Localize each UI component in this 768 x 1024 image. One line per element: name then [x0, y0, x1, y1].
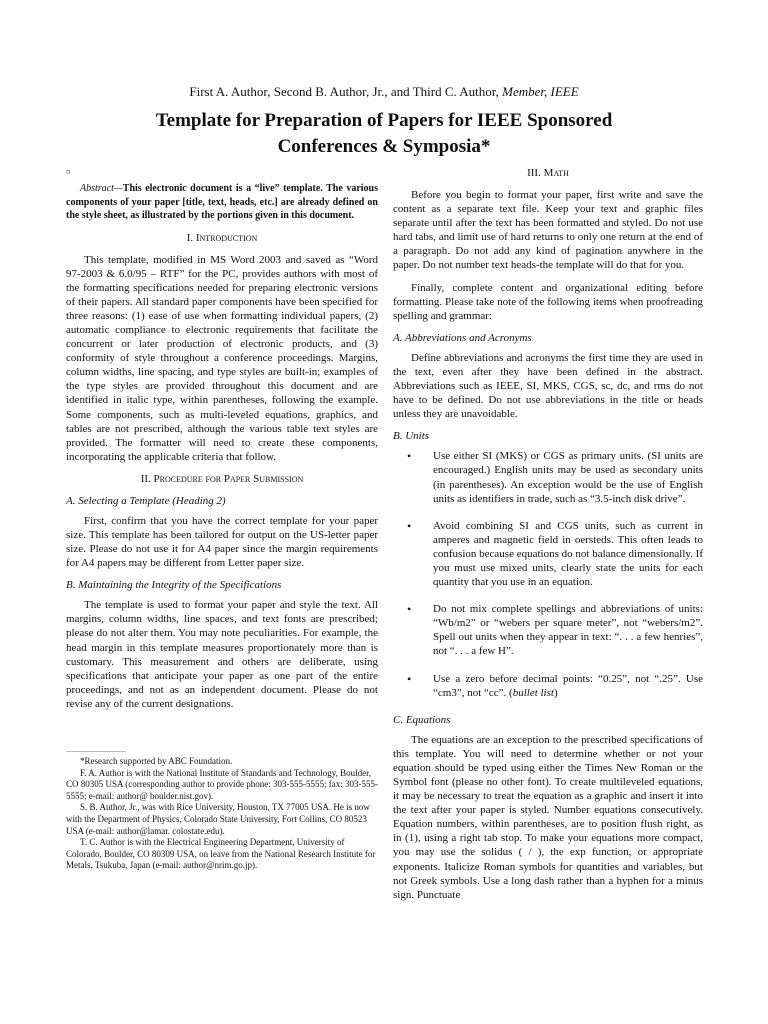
paper-title: Template for Preparation of Papers for IEEE Sponsored Conferences & Symposia* — [155, 110, 613, 157]
section-number: III. — [527, 167, 544, 179]
abstract — [66, 182, 378, 223]
footnote: T. C. Author is with the Electrical Engineering Department, University of Colorado, Boulder, CO 80309 USA, on leave from the National Research Institute for Metals, Tsukuba, Japan (e-mail: author@nrim.go.jp). — [66, 837, 376, 871]
footnotes — [66, 756, 378, 872]
integrity-paragraph: The template is used to format your paper and style the text. All margins, column widths, line spaces, and text fonts are prescribed; please do not alter them. You may note peculiarities. For example, the head margin in this template measures proportionately more than is customary. This measurement and others are deliberate, using specifications that anticipate your paper as one part of the entire proceedings, and not as an independent document. Please do not revise any of the current designations. — [66, 599, 378, 710]
section-title: Math — [543, 167, 569, 179]
footnote: *Research supported by ABC Foundation. — [80, 756, 233, 767]
subheading-equations: C. Equations — [393, 713, 451, 726]
abstract-label: Abstract— — [80, 183, 123, 194]
footnote: F. A. Author is with the National Institute of Standards and Technology, Boulder, CO 80305 USA (corresponding author to provide phone: 303-555-5555; fax: 303-555-5555; e-mail: author@ boulder.nist.gov). — [66, 767, 378, 801]
list-item: • Do not mix complete spellings and abbreviations of units: “Wb/m2” or “webers per square meter”, not “webers/m2”. Spell out units when they appear in text: “. . . a few henries”, not “. . . a few H”. — [393, 602, 703, 658]
section-number: II. — [140, 472, 154, 485]
section-title: Introduction — [195, 231, 258, 244]
list-item-text-end: ) — [553, 686, 558, 699]
section-number: I. — [186, 231, 196, 244]
author-membership: Member, IEEE — [502, 84, 579, 99]
section-heading-math — [393, 166, 703, 180]
subheading-integrity: B. Maintaining the Integrity of the Specifications — [66, 579, 282, 592]
subheading-units: B. Units — [393, 430, 430, 443]
paragraph-marker: ¤ — [66, 167, 71, 177]
introduction-paragraph: This template, modified in MS Word 2003 and saved as “Word 97-2003 & 6.0/95 – RTF” for the PC, provides authors with most of the formatting specifications needed for preparing electronic versions of their papers. All standard paper components have been specified for three reasons: (1) ease of use when formatting individual papers, (2) automatic compliance to electronic requirements that facilitate the concurrent or later production of electronic products, and (3) conformity of style throughout a conference proceedings. Margins, column widths, line spacing, and type styles are built-in; examples of the type styles are provided throughout this document and are identified in italic type, within parentheses, following the example. Some components, such as multi-leveled equations, graphics, and tables are not prescribed, although the various table text styles are provided. The formatter will need to create these components, incorporating the applicable criteria that follow. — [66, 253, 378, 463]
list-item-style-note: bullet list — [512, 686, 554, 699]
right-column — [393, 166, 703, 910]
footnote-rule — [66, 751, 126, 752]
section-heading-introduction — [66, 231, 378, 245]
equations-paragraph: The equations are an exception to the prescribed specifications of this template. You will need to determine whether or not your equation should be typed using either the Times New Roman or the Symbol font (please no other font). To create multileveled equations, it may be necessary to treat the equation as a graphic and insert it into the text after your paper is styled. Number equations consecutively. Equation numbers, within parentheses, are to position flush right, as in (1), using a right tab stop. To make your equations more compact, you may use the solidus ( / ), the exp function, or appropriate exponents. Italicize Roman symbols for quantities and variables, but not Greek symbols. Use a long dash rather than a hyphen for a minus sign. Punctuate — [393, 733, 703, 901]
math-paragraph-2: Finally, complete content and organizational editing before formatting. Please take note of the following items when proofreading spelling and grammar: — [393, 281, 703, 322]
list-item — [393, 672, 703, 700]
math-paragraph-1: Before you begin to format your paper, first write and save the content as a separate text file. Keep your text and graphic files separate until after the text has been formatted and styled. Do not use hard tabs, and limit use of hard returns to only one return at the end of a paragraph. Do not add any kind of pagination anywhere in the paper. Do not number text heads-the template will do that for you. — [393, 189, 703, 272]
section-title: Procedure for Paper Submission — [153, 472, 304, 485]
author-line — [0, 84, 768, 100]
subheading-abbreviations: A. Abbreviations and Acronyms — [393, 331, 532, 344]
section-heading-procedure — [66, 472, 378, 486]
selecting-template-paragraph: First, confirm that you have the correct template for your paper size. This template has been tailored for output on the US-letter paper size. Please do not use it for A4 paper since the margin requirements for A4 papers may be different from Letter paper size. — [66, 514, 378, 570]
units-bullet-list — [393, 449, 703, 699]
abbreviations-paragraph: Define abbreviations and acronyms the first time they are used in the text, even after they have been defined in the abstract. Abbreviations such as IEEE, SI, MKS, CGS, sc, dc, and rms do not have to be defined. Do not use abbreviations in the title or heads unless they are unavoidable. — [393, 351, 703, 421]
left-column — [66, 166, 378, 872]
list-item: • Use either SI (MKS) or CGS as primary units. (SI units are encouraged.) English units may be used as secondary units (in parentheses). An exception would be the use of English units as identifiers in trade, such as “3.5-inch disk drive”. — [393, 449, 703, 505]
list-item: • Avoid combining SI and CGS units, such as current in amperes and magnetic field in oersteds. This often leads to confusion because equations do not balance dimensionally. If you must use mixed units, clearly state the units for each quantity that you use in an equation. — [393, 519, 703, 589]
author-names: First A. Author, Second B. Author, Jr., and Third C. Author, — [189, 84, 503, 99]
list-item-text: Use a zero before decimal points: “0.25”, not “.25”. Use “cm3”, not “cc”. ( — [433, 672, 703, 699]
footnote: S. B. Author, Jr., was with Rice University, Houston, TX 77005 USA. He is now with the Department of Physics, Colorado State University, Fort Collins, CO 80523 USA (e-mail: author@lamar. colostate.edu). — [66, 802, 370, 836]
subheading-selecting-template: A. Selecting a Template (Heading 2) — [66, 494, 226, 507]
abstract-text: This electronic document is a “live” template. The various components of your paper [title, text, heads, etc.] are already defined on the style sheet, as illustrated by the portions given in this document. — [66, 183, 378, 221]
